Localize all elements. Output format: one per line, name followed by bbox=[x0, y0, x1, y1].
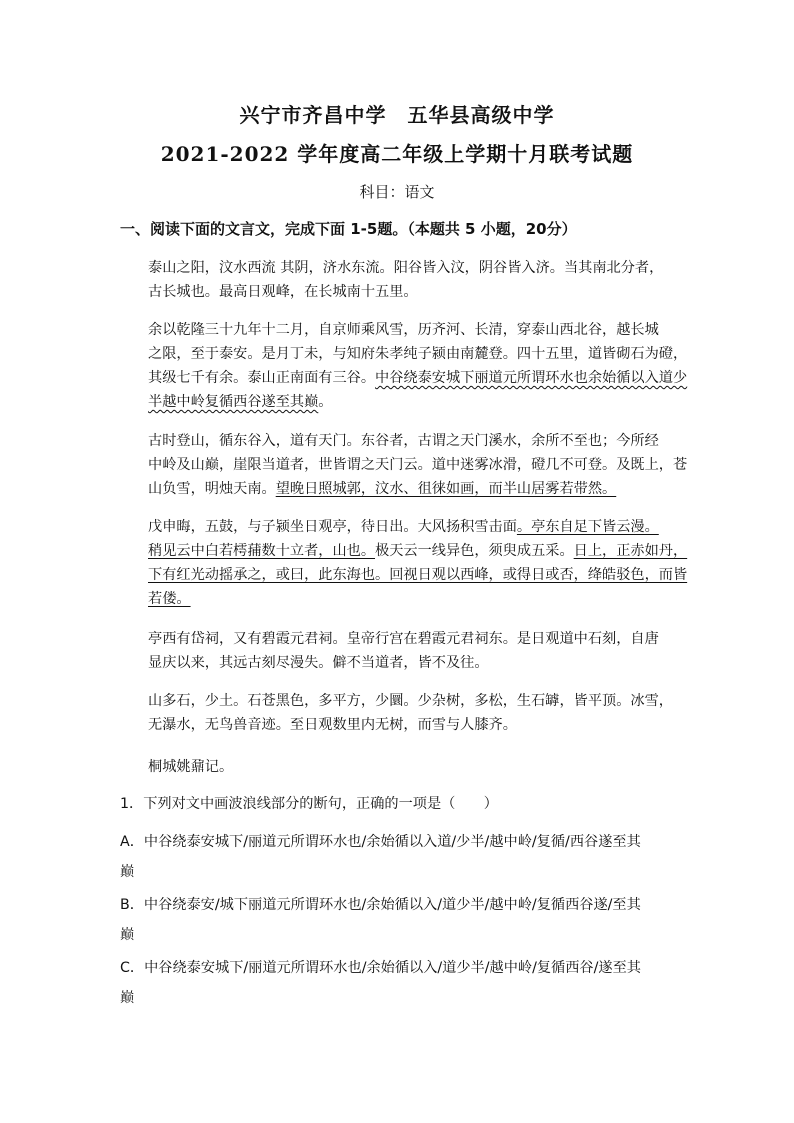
text-span: 山负雪，明烛天南。 bbox=[148, 481, 276, 497]
text-line: 泰山之阳，汶水西流 其阴，济水东流。阳谷皆入汶，阴谷皆入济。当其南北分者， bbox=[148, 260, 664, 276]
subject-label: 科目：语文 bbox=[359, 183, 435, 201]
underlined-line: 下有红光动摇承之，或曰，此东海也。回视日观以西峰，或得日或否，绛皓驳色，而皆 bbox=[148, 567, 688, 583]
option-text: 巅 bbox=[120, 990, 135, 1006]
text-line: 无瀑水，无鸟兽音迹。至日观数里内无树，而雪与人膝齐。 bbox=[148, 717, 517, 733]
exam-title: 2021-2022 学年度高二年级上学期十月联考试题 bbox=[160, 142, 634, 166]
text-line: 余以乾隆三十九年十二月，自京师乘风雪，历齐河、长清，穿泰山西北谷，越长城 bbox=[148, 322, 659, 338]
passage-paragraph-2 bbox=[120, 318, 688, 414]
wavy-underlined-text: 半越中岭复循西谷遂至其巅 bbox=[148, 394, 319, 410]
text-line bbox=[120, 477, 680, 501]
passage-paragraph-5 bbox=[120, 627, 680, 675]
wavy-underlined-text: 中谷绕泰安城下丽道元所谓环水也余始循以入道少 bbox=[375, 370, 688, 386]
question-1-option-b[interactable] bbox=[120, 890, 680, 950]
option-text: 巅 bbox=[120, 864, 135, 880]
underlined-text: 望晚日照城郭，汶水、徂徕如画，而半山居雾若带然。 bbox=[275, 481, 617, 497]
passage-paragraph-1 bbox=[120, 256, 680, 304]
text-span: 极天云一线异色，须臾成五采。 bbox=[375, 543, 574, 559]
text-line: 古时登山，循东谷入，道有天门。东谷者，古谓之天门溪水，余所不至也；今所经 bbox=[148, 433, 659, 449]
text-line: 中岭及山巅，崖限当道者，世皆谓之天门云。道中迷雾冰滑，磴几不可登。及既上，苍 bbox=[148, 457, 688, 473]
text-line bbox=[120, 539, 688, 563]
text-span: 。 bbox=[318, 394, 333, 410]
text-line bbox=[120, 366, 688, 390]
text-line: 山多石，少土。石苍黑色，多平方，少圜。少杂树，多松，生石罅，皆平顶。冰雪， bbox=[148, 693, 673, 709]
text-line: 亭西有岱祠，又有碧霞元君祠。皇帝行宫在碧霞元君祠东。是日观道中石刻，自唐 bbox=[148, 631, 659, 647]
passage-signature: 桐城姚鼐记。 bbox=[148, 759, 234, 775]
text-line: 显庆以来，其远古刻尽漫失。僻不当道者，皆不及往。 bbox=[148, 655, 489, 671]
option-text: B．中谷绕泰安/城下丽道元所谓环水也/余始循以入/道少半/越中岭/复循西谷遂/至其 bbox=[120, 897, 641, 913]
question-1-option-a[interactable] bbox=[120, 827, 680, 887]
passage-paragraph-6 bbox=[120, 689, 680, 737]
schools-title: 兴宁市齐昌中学 五华县高级中学 bbox=[239, 103, 555, 127]
option-text: 巅 bbox=[120, 927, 135, 943]
text-line: 古长城也。最高日观峰，在长城南十五里。 bbox=[148, 284, 418, 300]
question-1-stem: 1．下列对文中画波浪线部分的断句，正确的一项是（ ） bbox=[120, 796, 498, 812]
section-heading: 一、阅读下面的文言文，完成下面 1-5题。（本题共 5 小题，20分） bbox=[120, 220, 577, 238]
passage-paragraph-3 bbox=[120, 429, 688, 501]
underlined-text: 日上，正赤如丹， bbox=[573, 543, 688, 559]
text-line bbox=[120, 515, 680, 539]
text-line bbox=[120, 390, 680, 414]
passage-paragraph-4 bbox=[120, 515, 688, 611]
text-span: 戊申晦，五鼓，与子颍坐日观亭，待日出。大风扬积雪击面 bbox=[148, 519, 517, 535]
option-text: C．中谷绕泰安城下/丽道元所谓环水也/余始循以入/道少半/越中岭/复循西谷/遂至其 bbox=[120, 960, 641, 976]
underlined-text: 稍见云中白若樗蒱数十立者，山也。 bbox=[148, 543, 376, 559]
underlined-line: 若偻。 bbox=[148, 591, 191, 607]
text-span: 其级七千有余。泰山正南面有三谷。 bbox=[148, 370, 376, 386]
text-line: 之限，至于泰安。是月丁未，与知府朱孝纯子颍由南麓登。四十五里，道皆砌石为磴， bbox=[148, 346, 688, 362]
underlined-text: 。亭东自足下皆云漫。 bbox=[516, 519, 659, 535]
option-text: A．中谷绕泰安城下/丽道元所谓环水也/余始循以入道/少半/越中岭/复循/西谷遂至其 bbox=[120, 834, 641, 850]
question-1-option-c[interactable] bbox=[120, 953, 680, 1013]
